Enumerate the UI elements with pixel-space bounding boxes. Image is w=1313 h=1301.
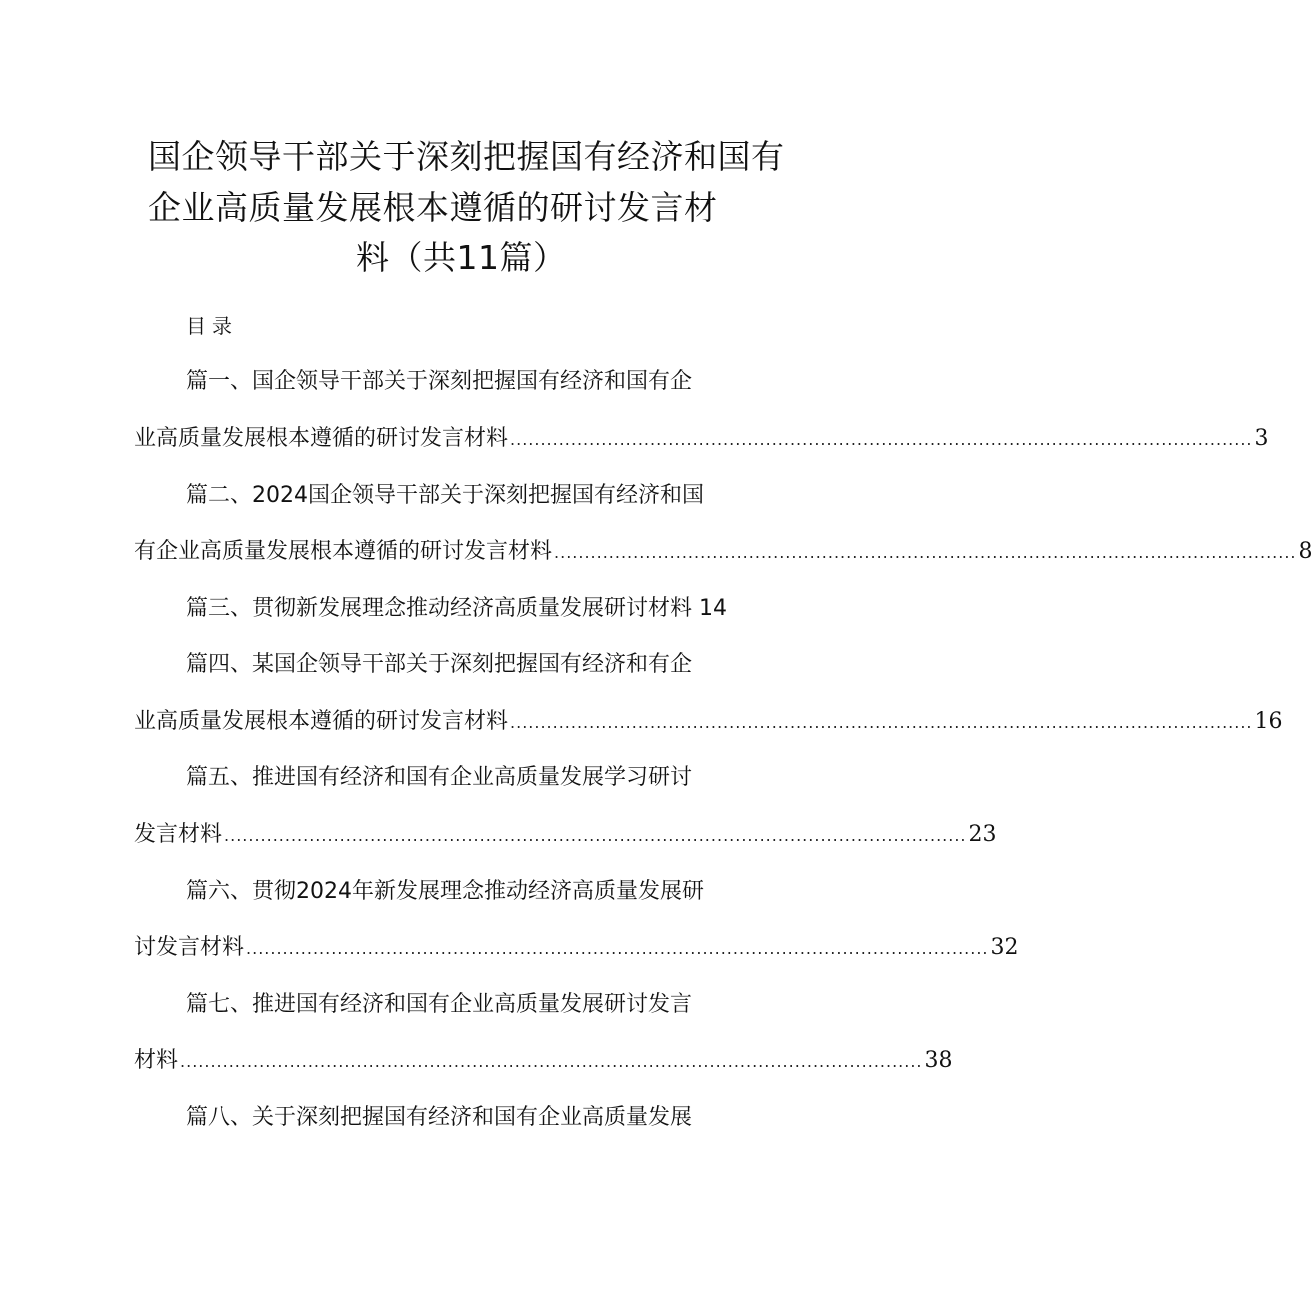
toc-entry-7-text: 材料 [134, 1048, 179, 1073]
toc-entry-6-page: 32 [990, 935, 1019, 960]
toc-entry-2-heading[interactable]: 篇二、2024国企领导干部关于深刻把握国有经济和国 [186, 483, 704, 508]
toc-entry-1-continuation[interactable] [134, 424, 1269, 455]
toc-entry-6-text: 讨发言材料 [134, 935, 245, 960]
toc-entry-5-page: 23 [968, 822, 997, 847]
toc-leader-dots: .......................................................................................................................... [180, 1052, 923, 1071]
toc-entry-7-continuation[interactable] [134, 1046, 953, 1077]
toc-entry-2-text: 有企业高质量发展根本遵循的研讨发言材料 [134, 539, 553, 564]
toc-entry-1-page: 3 [1254, 426, 1269, 451]
toc-entry-6-heading[interactable]: 篇六、贯彻2024年新发展理念推动经济高质量发展研 [186, 879, 704, 904]
toc-entry-6-continuation[interactable] [134, 933, 1019, 964]
toc-entry-1-heading[interactable]: 篇一、国企领导干部关于深刻把握国有经济和国有企 [186, 369, 693, 394]
document-title-line-2: 企业高质量发展根本遵循的研讨发言材 [148, 188, 718, 227]
toc-entry-4-continuation[interactable] [134, 707, 1283, 738]
toc-entry-4-page: 16 [1254, 709, 1283, 734]
toc-leader-dots: .......................................................................................................................... [510, 430, 1253, 449]
toc-label: 目录 [186, 314, 238, 338]
document-title-line-1: 国企领导干部关于深刻把握国有经济和国有 [148, 137, 785, 176]
toc-entry-2-continuation[interactable] [134, 537, 1313, 568]
toc-leader-dots: .......................................................................................................................... [554, 543, 1297, 562]
toc-entry-3-heading[interactable]: 篇三、贯彻新发展理念推动经济高质量发展研讨材料 14 [186, 596, 727, 621]
toc-entry-7-heading[interactable]: 篇七、推进国有经济和国有企业高质量发展研讨发言 [186, 992, 693, 1017]
toc-leader-dots: .......................................................................................................................... [224, 826, 967, 845]
toc-entry-5-text: 发言材料 [134, 822, 223, 847]
toc-leader-dots: .......................................................................................................................... [246, 939, 989, 958]
toc-entry-4-text: 业高质量发展根本遵循的研讨发言材料 [134, 709, 509, 734]
toc-entry-5-continuation[interactable] [134, 820, 997, 851]
toc-entry-8-heading[interactable]: 篇八、关于深刻把握国有经济和国有企业高质量发展 [186, 1105, 693, 1130]
toc-leader-dots: .......................................................................................................................... [510, 713, 1253, 732]
toc-entry-2-page: 8 [1298, 539, 1313, 564]
toc-entry-5-heading[interactable]: 篇五、推进国有经济和国有企业高质量发展学习研讨 [186, 765, 693, 790]
toc-entry-1-text: 业高质量发展根本遵循的研讨发言材料 [134, 426, 509, 451]
toc-entry-4-heading[interactable]: 篇四、某国企领导干部关于深刻把握国有经济和有企 [186, 652, 693, 677]
document-title-line-3: 料（共11篇） [356, 238, 567, 277]
toc-entry-7-page: 38 [924, 1048, 953, 1073]
